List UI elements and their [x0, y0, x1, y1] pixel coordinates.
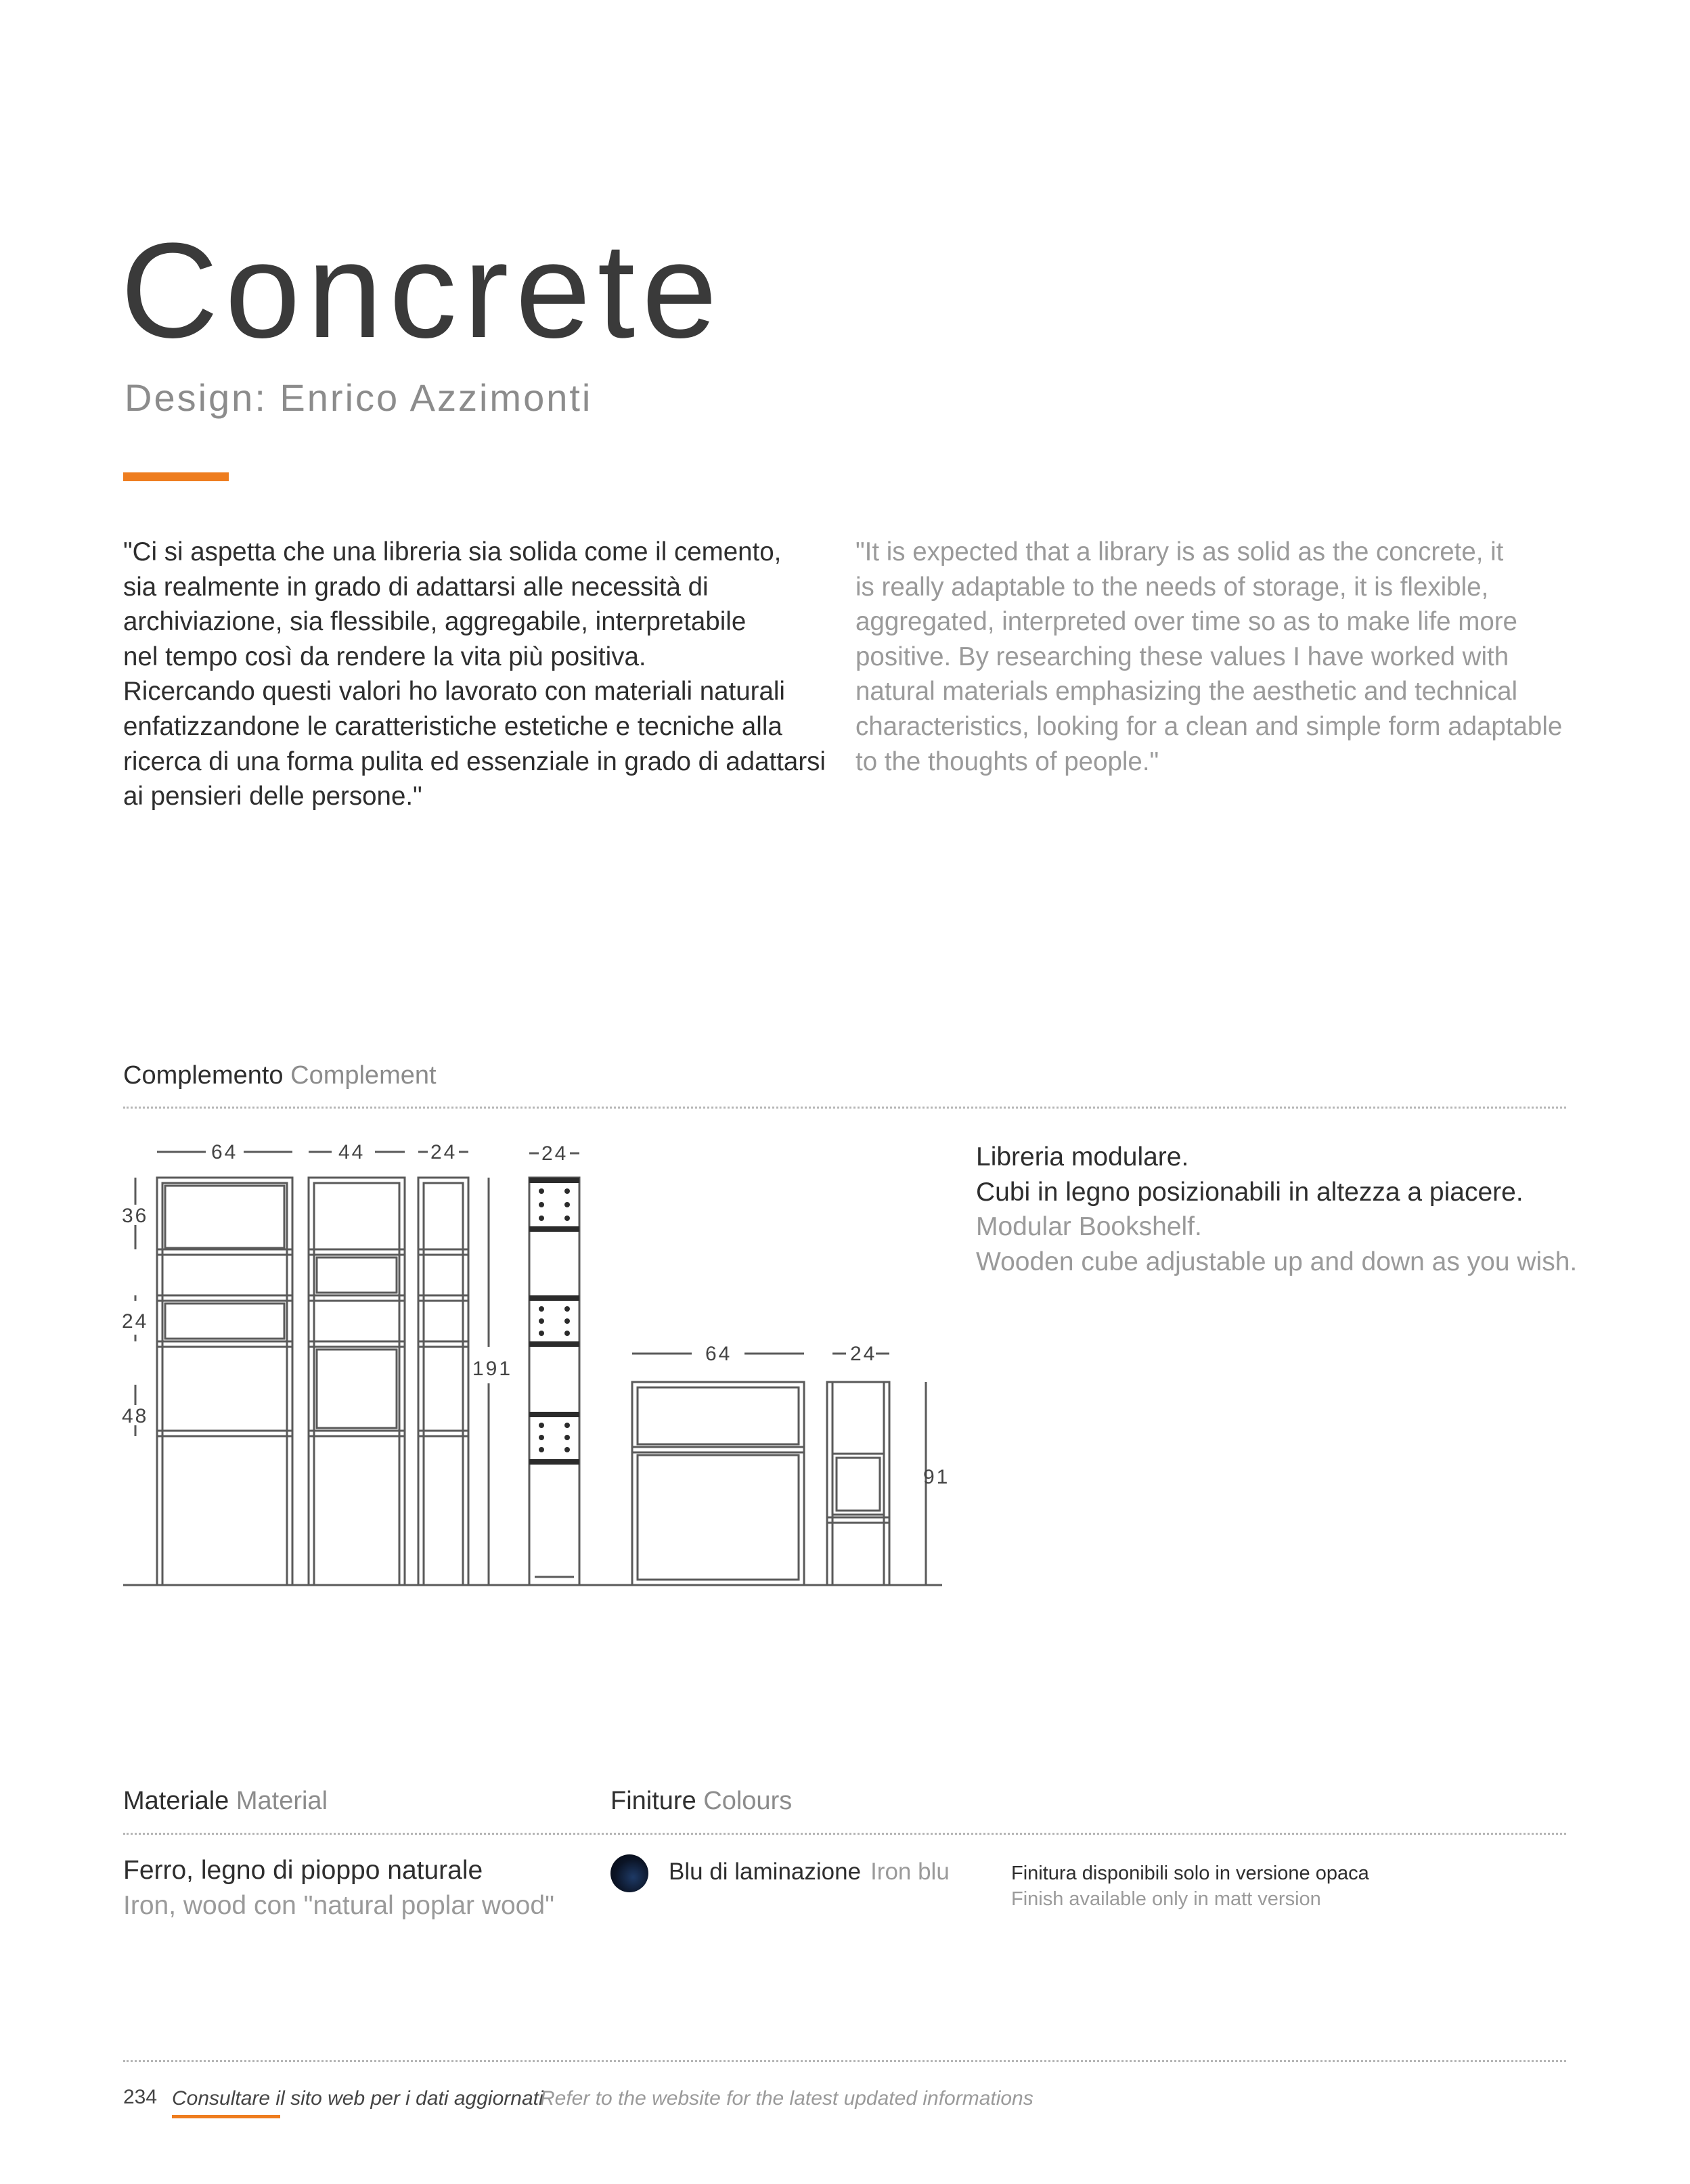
shelf-side-view	[529, 1178, 579, 1585]
section-divider	[123, 1107, 1566, 1109]
complement-heading	[123, 1061, 437, 1090]
heading-italian: Finiture	[610, 1787, 696, 1815]
shelf-24-wide	[418, 1178, 468, 1585]
quote-line: archiviazione, sia flessibile, aggregabile, interpretabile	[123, 607, 747, 637]
finish-note-italian: Finitura disponibili solo in versione opaca	[1011, 1863, 1369, 1884]
dim-label: 36	[122, 1205, 149, 1227]
dim-label: 191	[472, 1358, 513, 1380]
quote-line: to the thoughts of people."	[855, 746, 1159, 776]
colour-name-english: Iron blu	[870, 1858, 950, 1885]
footer-divider	[123, 2060, 1566, 2062]
description-line: Modular Bookshelf.	[976, 1212, 1202, 1242]
cabinet-24-wide	[827, 1382, 889, 1585]
designer-credit: Design: Enrico Azzimonti	[125, 376, 593, 419]
cabinet-64-wide	[632, 1382, 804, 1585]
colour-name	[669, 1858, 950, 1886]
page-number: 234	[123, 2086, 158, 2108]
description-line: Wooden cube adjustable up and down as you wish.	[976, 1247, 1578, 1276]
dim-label: 24	[850, 1343, 877, 1365]
quote-line: positive. By researching these values I have worked with	[855, 642, 1509, 671]
quote-line: "It is expected that a library is as solid as the concrete, it	[855, 537, 1504, 566]
description-line: Cubi in legno posizionabili in altezza a piacere.	[976, 1177, 1524, 1207]
heading-english: Complement	[290, 1061, 437, 1090]
accent-bar	[123, 472, 229, 481]
heading-italian: Complemento	[123, 1061, 284, 1090]
complement-description	[976, 1140, 1577, 1279]
quote-line: sia realmente in grado di adattarsi alle necessità di	[123, 572, 709, 602]
quote-line: ricerca di una forma pulita ed essenziale in grado di adattarsi	[123, 746, 826, 776]
quote-line: Ricercando questi valori ho lavorato con materiali naturali	[123, 677, 785, 707]
heading-italian: Materiale	[123, 1787, 229, 1815]
dim-label: 24	[430, 1141, 458, 1163]
quote-english	[855, 535, 1614, 779]
colour-swatch	[610, 1854, 648, 1892]
quote-line: natural materials emphasizing the aesthetic and technical	[855, 677, 1518, 707]
quote-line: ai pensieri delle persone."	[123, 782, 422, 811]
quote-line: aggregated, interpreted over time so as to make life more	[855, 607, 1517, 637]
product-title: Concrete	[120, 215, 724, 366]
heading-english: Colours	[703, 1787, 793, 1815]
quote-line: "Ci si aspetta che una libreria sia solida come il cemento,	[123, 537, 782, 566]
colour-name-italian: Blu di laminazione	[669, 1858, 862, 1885]
shelf-44-wide	[309, 1178, 405, 1585]
section-divider	[123, 1833, 1566, 1835]
footer-accent-bar	[172, 2115, 280, 2118]
description-line: Libreria modulare.	[976, 1142, 1189, 1172]
quote-line: nel tempo così da rendere la vita più positiva.	[123, 642, 646, 671]
quote-line: is really adaptable to the needs of storage, it is flexible,	[855, 572, 1489, 602]
bookshelf-technical-drawing	[115, 1123, 954, 1597]
dim-label: 91	[923, 1466, 950, 1488]
quote-line: enfatizzandone le caratteristiche estetiche e tecniche alla	[123, 711, 782, 741]
quote-line: characteristics, looking for a clean and simple form adaptable	[855, 711, 1563, 741]
material-value-english: Iron, wood con "natural poplar wood"	[123, 1891, 554, 1920]
material-heading	[123, 1787, 328, 1816]
dim-label: 64	[211, 1141, 238, 1163]
shelf-64-wide	[157, 1178, 292, 1585]
colours-heading	[610, 1787, 792, 1816]
finish-note-english: Finish available only in matt version	[1011, 1888, 1321, 1910]
quote-italian	[123, 535, 888, 814]
dim-label: 24	[541, 1142, 569, 1165]
footer-note-english: Refer to the website for the latest updated informations	[540, 2087, 1033, 2110]
dim-label: 48	[122, 1405, 149, 1427]
dim-label: 64	[705, 1343, 732, 1365]
footer-note-italian: Consultare il sito web per i dati aggiornati	[172, 2087, 543, 2110]
heading-english: Material	[236, 1787, 328, 1815]
dim-label: 24	[122, 1310, 149, 1333]
dim-label: 44	[338, 1141, 365, 1163]
material-value-italian: Ferro, legno di pioppo naturale	[123, 1856, 483, 1885]
